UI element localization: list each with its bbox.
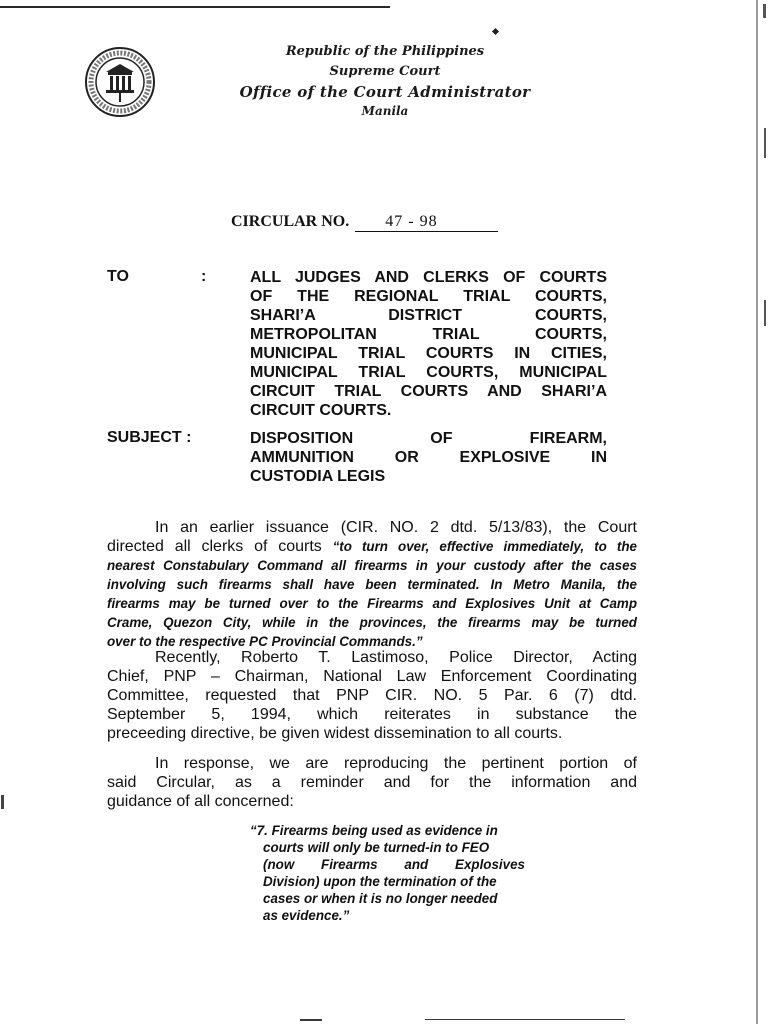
circular-label: CIRCULAR NO. (231, 213, 350, 230)
paragraph-line: guidance of all concerned: (107, 793, 294, 810)
scan-edge-mark (764, 128, 766, 158)
addressee-line: METROPOLITAN TRIAL COURTS, (250, 326, 607, 343)
scan-bottom-mark (425, 1019, 625, 1020)
subject-label: SUBJECT : (107, 429, 192, 446)
subject-line: CUSTODIA LEGIS (250, 468, 386, 485)
addressee-line: CIRCUIT COURTS. (250, 402, 392, 419)
paragraph-response (107, 754, 637, 811)
addressee-line: OF THE REGIONAL TRIAL COURTS, (250, 288, 607, 305)
paragraph-line: preceeding directive, be given widest dissemination to all courts. (107, 725, 563, 742)
subject-line: AMMUNITION OR EXPLOSIVE IN (250, 449, 607, 466)
scan-top-rule (0, 6, 390, 8)
to-colon: : (201, 268, 207, 285)
scan-edge-mark (764, 300, 766, 326)
paragraph-line: Committee, requested that PNP CIR. NO. 5 Par. 6 (7) dtd. (107, 687, 637, 704)
quote-line: “7. Firearms being used as evidence in (250, 823, 498, 838)
paragraph-line: Chief, PNP – Chairman, National Law Enforcement Coordinating (107, 668, 637, 685)
paragraph-quote-line: firearms may be turned over to the Firearms and Explosives Unit at Camp (107, 596, 637, 611)
letterhead-supreme-court: Supreme Court (329, 64, 441, 79)
paragraph-line: said Circular, as a reminder and for the information and (107, 774, 637, 791)
addressee-line: MUNICIPAL TRIAL COURTS, MUNICIPAL (250, 364, 607, 381)
letterhead-city: Manila (361, 104, 409, 118)
subject-block (250, 429, 607, 486)
letterhead-republic: Republic of the Philippines (285, 44, 485, 59)
quote-line: cases or when it is no longer needed (263, 891, 498, 906)
circular-heading (231, 213, 498, 232)
paragraph-quote-text: “to turn over, effective immediately, to the (332, 539, 637, 554)
addressee-line: MUNICIPAL TRIAL COURTS IN CITIES, (250, 345, 607, 362)
letterhead-office: Office of the Court Administrator (239, 83, 531, 101)
to-label: TO (107, 268, 129, 285)
paragraph-request (107, 648, 637, 743)
scan-speck (492, 28, 499, 35)
circular-excerpt-quote (250, 822, 525, 924)
scan-left-mark (1, 795, 4, 809)
quote-line: Division) upon the termination of the (263, 874, 497, 889)
paragraph-line: In response, we are reproducing the pertinent portion of (155, 755, 637, 772)
paragraph-line: Recently, Roberto T. Lastimoso, Police Director, Acting (155, 649, 637, 666)
addressee-line: CIRCUIT TRIAL COURTS AND SHARI’A (250, 383, 607, 400)
subject-line: DISPOSITION OF FIREARM, (250, 430, 607, 447)
addressee-line: ALL JUDGES AND CLERKS OF COURTS (250, 269, 607, 286)
circular-number: 47 - 98 (355, 213, 498, 232)
paragraph-quote-line: Crame, Quezon City, while in the provinces, the firearms may be turned (107, 615, 637, 630)
addressee-line: SHARI’A DISTRICT COURTS, (250, 307, 607, 324)
paragraph-line (107, 537, 637, 556)
scan-bottom-mark (300, 1019, 322, 1021)
quote-line: as evidence.” (263, 908, 350, 923)
court-seal-icon (84, 46, 156, 118)
paragraph-quote-line: over to the respective PC Provincial Commands.” (107, 634, 423, 649)
paragraph-quote-line: involving such firearms shall have been terminated. In Metro Manila, the (107, 577, 637, 592)
paragraph-earlier-issuance (107, 518, 637, 651)
quote-line: (now Firearms and Explosives (263, 857, 525, 872)
paragraph-line: September 5, 1994, which reiterates in substance the (107, 706, 637, 723)
addressee-block (250, 268, 607, 420)
paragraph-quote-line: nearest Constabulary Command all firearms in your custody after the cases (107, 558, 637, 573)
scan-right-edge (756, 0, 758, 1024)
paragraph-line: In an earlier issuance (CIR. NO. 2 dtd. 5/13/83), the Court (155, 519, 637, 536)
quote-line: courts will only be turned-in to FEO (263, 840, 490, 855)
scan-edge-mark (763, 4, 766, 18)
paragraph-text: directed all clerks of courts (107, 538, 322, 555)
